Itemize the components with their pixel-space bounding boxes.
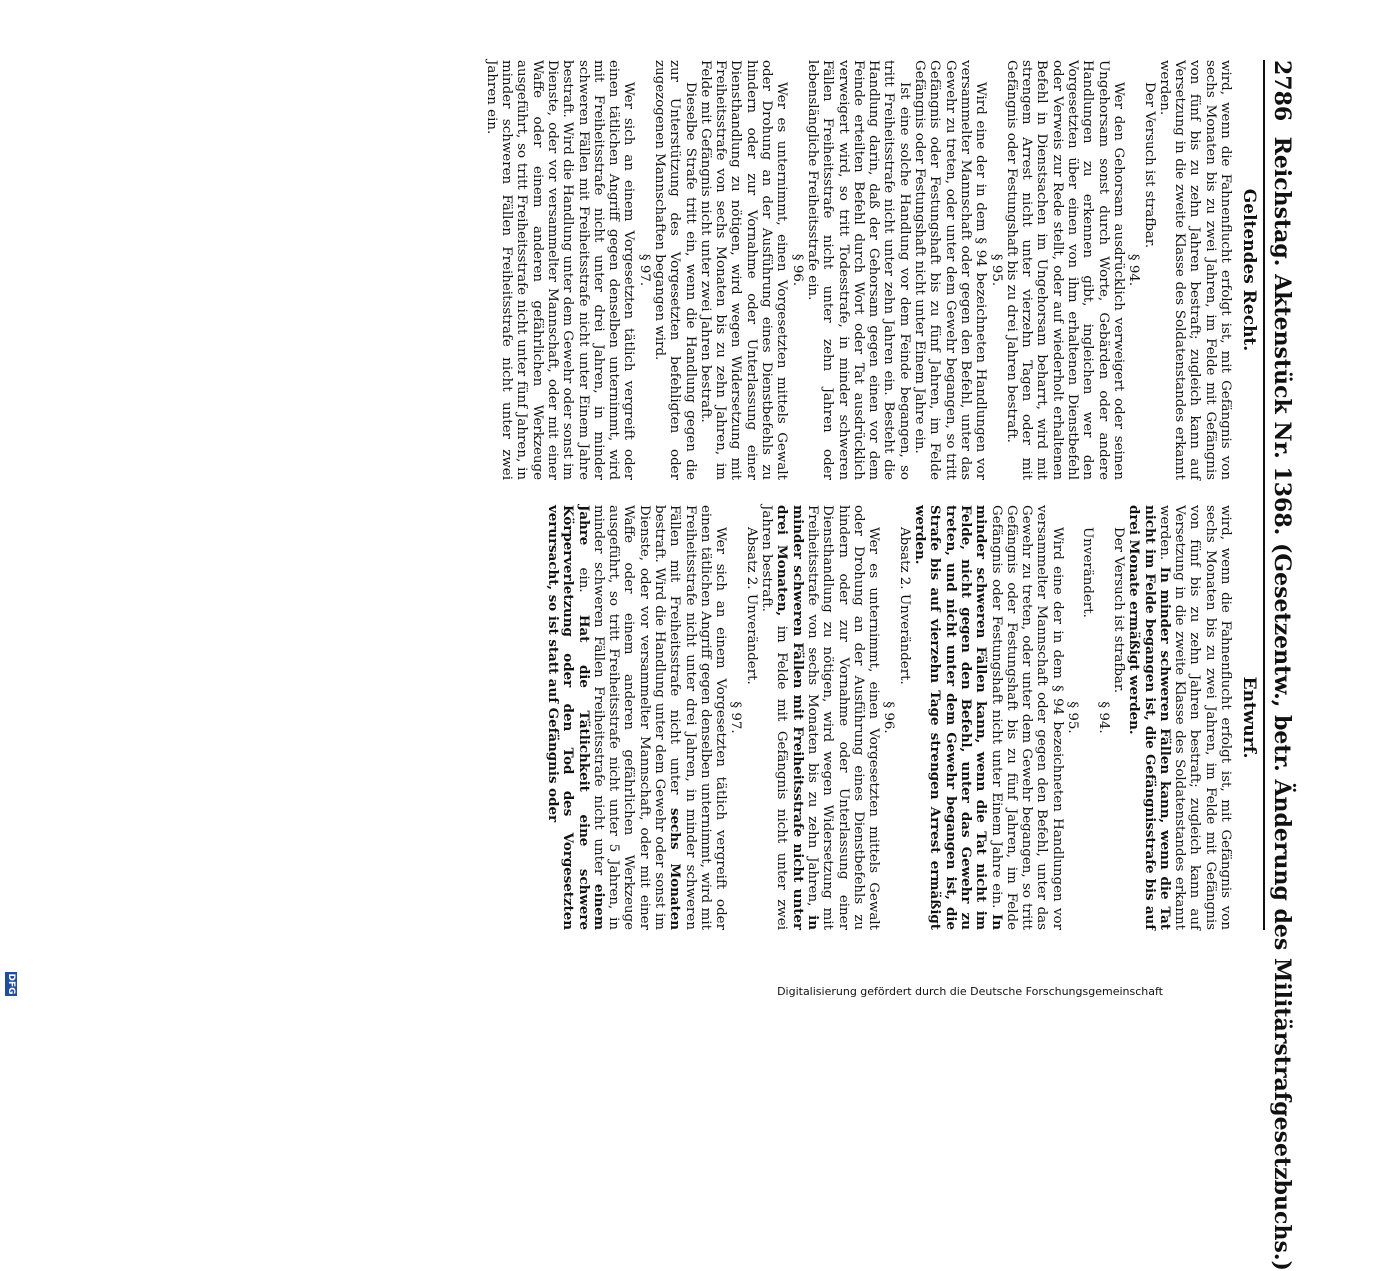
right-section-94: § 94.: [1095, 701, 1111, 734]
right-p96d: Absatz 2. Unverändert.: [743, 527, 759, 685]
left-p95a: Wird eine der in dem § 94 bezeichneten Handlungen vor versammelter Mannschaft oder gegen den Befehl, unter das Gewehr zu treten, oder unter dem Gewehr begangen, so tritt Gefängnis oder Festungshaft bis zu fünf Jahren, im Felde Gefängnis oder Festungshaft nicht unter Einem Jahre ein.: [912, 60, 989, 480]
left-section-95: § 95.: [988, 253, 1004, 287]
right-section-95: § 95.: [1065, 701, 1081, 734]
left-section-96: § 96.: [789, 253, 805, 287]
header-title: Reichstag. Aktenstück Nr. 1368. (Gesetzentw., betr. Änderung des Militärstrafgesetzbuchs.): [1269, 136, 1295, 1271]
right-p96c: im Felde mit Gefängnis nicht unter zwei Jahren bestraft.: [759, 505, 790, 930]
left-p2: Der Versuch ist strafbar.: [1141, 82, 1157, 249]
right-p95a: Wird eine der in dem § 94 bezeichneten Handlungen vor versammelter Mannschaft oder gegen den Befehl, unter das Gewehr zu treten, oder unter dem Gewehr begangen, so tritt Gefängnis oder Festungshaft bis zu fünf Jahren, im Felde Gefängnis oder Festungshaft nicht unter Einem Jahre ein.: [988, 505, 1065, 930]
right-p97b: sechs Monaten: [667, 808, 684, 930]
page-number: 2786: [1269, 60, 1295, 122]
right-p96b: in minder schweren Fällen mit Freiheitsstrafe nicht unter drei Monaten,: [774, 505, 821, 930]
dfg-logo: DFG: [6, 973, 16, 995]
left-p95b: Ist eine solche Handlung vor dem Feinde begangen, so tritt Freiheitsstrafe nicht unter zehn Jahren ein. Besteht die Handlung darin, daß der Gehorsam gegen einen vor dem Feinde erteilten Befehl durch Wort oder Tat ausdrücklich verweigert wird, so tritt Todesstrafe, in minder schweren Fällen Freiheitsstrafe nicht unter zehn Jahren oder lebenslängliche Freiheitsstrafe ein.: [804, 60, 912, 480]
left-p96b: Dieselbe Strafe tritt ein, wenn die Handlung gegen die zur Unterstützung des Vorgesetzten befehligten oder zugezogenen Mannschaften begangen wird.: [652, 60, 698, 480]
left-section-97: § 97.: [636, 253, 652, 287]
right-p94: Unverändert.: [1080, 527, 1096, 618]
right-p96a: Wer es unternimmt, einen Vorgesetzten mittels Gewalt oder Drohung an der Ausführung eines Dienstbefehls zu hindern oder zur Vornahme oder Unterlassung einer Diensthandlung zu nötigen, wird wegen Widersetzung mit Freiheitsstrafe von sechs Monaten bis zu zehn Jahren,: [804, 505, 882, 930]
right-p97d: einem Jahre: [575, 505, 607, 930]
right-p95: [912, 505, 1065, 930]
right-p97e: ein.: [575, 567, 591, 593]
left-column: [483, 60, 1233, 480]
left-section-94: § 94.: [1126, 253, 1142, 287]
right-p1b: In minder schweren Fällen kann, wenn die Tat nicht im Felde begangen ist, die Gefängnisstrafe bis auf drei Monate ermäßigt werden.: [1126, 505, 1173, 930]
right-p97a: Wer sich an einem Vorgesetzten tätlich vergreift oder einen tätlichen Angriff gegen denselben unternimmt, wird mit Freiheitsstrafe nicht unter drei Jahren, in minder schweren Fällen mit Freiheitsstrafe nicht unter: [667, 505, 729, 930]
right-p1a: wird, wenn die Fahnenflucht erfolgt ist, mit Gefängnis von sechs Monaten bis zu zwei Jahren, im Felde mit Gefängnis von fünf bis zu zehn Jahren bestraft; zugleich kann auf Versetzung in die zweite Klasse des Soldatenstandes erkannt werden.: [1156, 505, 1233, 930]
right-section-96: § 96.: [881, 701, 897, 734]
left-p1: wird, wenn die Fahnenflucht erfolgt ist, mit Gefängnis von sechs Monaten bis zu zwei Jahren, im Felde mit Gefängnis von fünf bis zu zehn Jahren bestraft; zugleich kann auf Versetzung in die zweite Klasse des Soldatenstandes erkannt werden.: [1156, 60, 1233, 480]
left-p94: Wer den Gehorsam ausdrücklich verweigert oder seinen Ungehorsam sonst durch Worte, Gebärden oder andere Handlungen zu erkennen gibt, ingleichen wer den Vorgesetzten über einen von ihm erhaltenen Dienstbefehl oder Verweis zur Rede stellt, oder auf wiederholt erhaltenen Befehl in Dienstsachen im Ungehorsam beharrt, wird mit strengem Arrest nicht unter vierzehn Tagen oder mit Gefängnis oder Festungshaft bis zu drei Jahren bestraft.: [1003, 60, 1126, 480]
right-column: [545, 505, 1233, 930]
right-p1: [1126, 505, 1233, 930]
left-column-heading: Geltendes Recht.: [1239, 188, 1259, 352]
header-rule: [1263, 60, 1265, 930]
left-p97: Wer sich an einem Vorgesetzten tätlich vergreift oder einen tätlichen Angriff gegen denselben unternimmt, wird mit Freiheitsstrafe nicht unter drei Jahren, in minder schweren Fällen mit Freiheitsstrafe nicht unter Einem Jahre bestraft. Wird die Handlung unter dem Gewehr oder sonst im Dienste, oder vor versammelter Mannschaft, oder mit einer Waffe oder einem anderen gefährlichen Werkzeuge ausgeführt, so tritt Freiheitsstrafe nicht unter fünf Jahren, in minder schweren Fällen Freiheitsstrafe nicht unter zwei Jahren ein.: [483, 60, 637, 480]
right-p95b: In minder schweren Fällen kann, wenn die Tat nicht im Felde, nicht gegen den Befehl, unter das Gewehr zu treten, und nicht unter dem Gewehr begangen ist, die Strafe bis auf vierzehn Tage strengen Arrest ermäßigt werden.: [912, 505, 1005, 930]
right-p97: [545, 505, 729, 930]
right-p96: [759, 505, 881, 930]
right-p97f: Hat die Tätlichkeit eine schwere Körperverletzung oder den Tod des Vorgesetzten verursacht, so ist statt auf Gefängnis oder: [544, 505, 592, 930]
digitization-credit: Digitalisierung gefördert durch die Deutsche Forschungsgemeinschaft: [777, 985, 1163, 998]
right-p95c: Absatz 2. Unverändert.: [896, 527, 912, 685]
page-header: [1269, 60, 1295, 1271]
right-p97c: bestraft. Wird die Handlung unter dem Gewehr oder sonst im Dienste, oder vor versammelter Mannschaft, oder mit einer Waffe oder einem anderen gefährlichen Werkzeuge ausgeführt, so tritt Freiheitsstrafe nicht unter 5 Jahren, in minder schweren Fällen Freiheitsstrafe nicht unter: [590, 505, 668, 930]
right-section-97: § 97.: [728, 701, 744, 734]
left-p96a: Wer es unternimmt, einen Vorgesetzten mittels Gewalt oder Drohung an der Ausführung eines Dienstbefehls zu hindern oder zur Vornahme oder Unterlassung einer Diensthandlung zu nötigen, wird wegen Widersetzung mit Freiheitsstrafe von sechs Monaten bis zu zehn Jahren, im Felde mit Gefängnis nicht unter zwei Jahren bestraft.: [697, 60, 790, 480]
right-p2: Der Versuch ist strafbar.: [1110, 527, 1126, 694]
right-column-heading: Entwurf.: [1239, 676, 1259, 759]
